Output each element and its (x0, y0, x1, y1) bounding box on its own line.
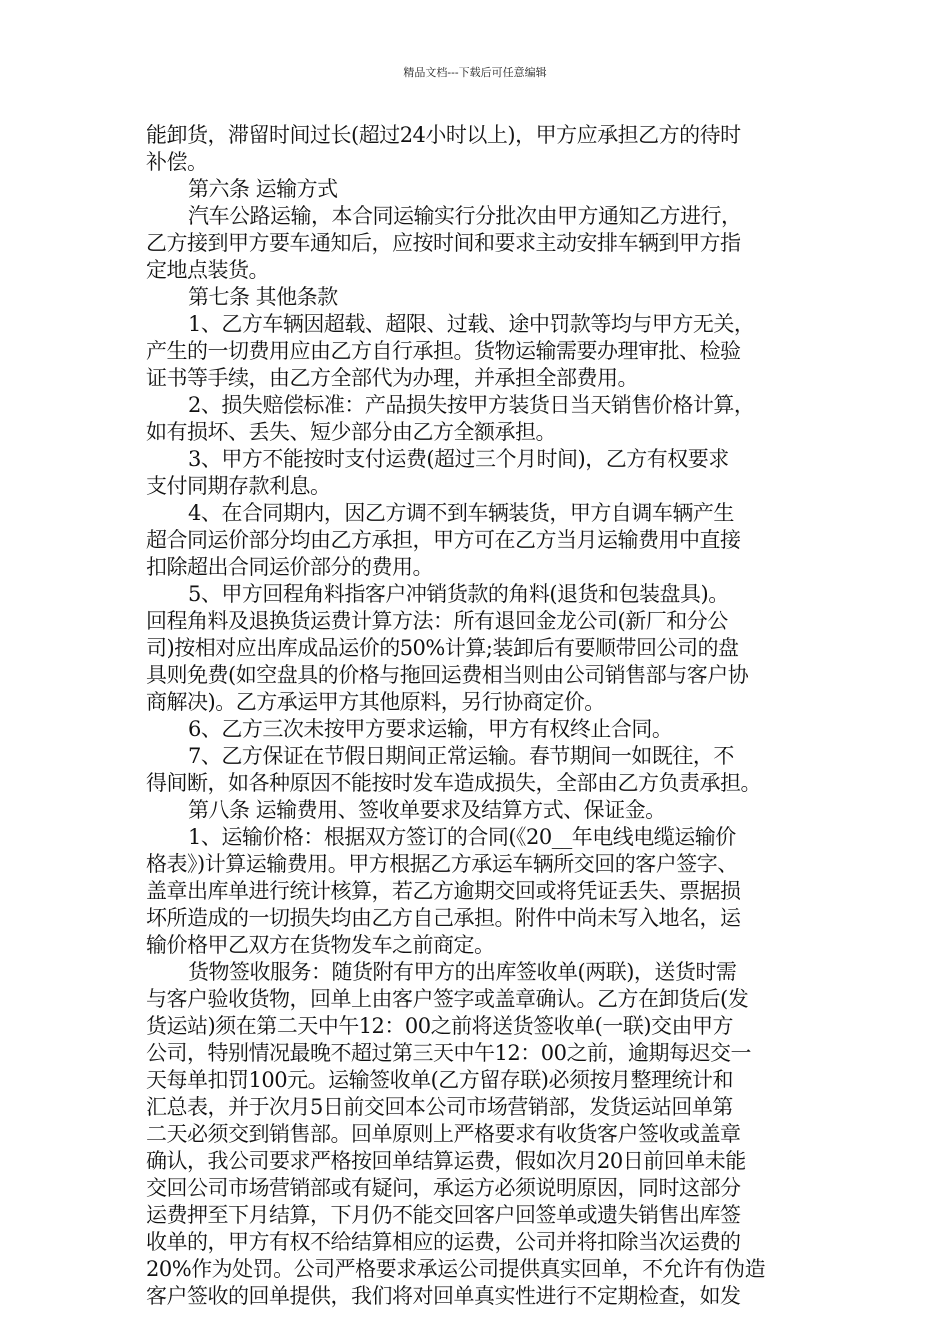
text-line: 1、运输价格：根据双方签订的合同(《20__年电线电缆运输价 (188, 825, 736, 849)
text-line: 盖章出库单进行统计核算，若乙方逾期交回或将凭证丢失、票据损 (146, 879, 741, 903)
text-line: 第八条 运输费用、签收单要求及结算方式、保证金。 (188, 798, 666, 822)
text-line: 证书等手续，由乙方全部代为办理，并承担全部费用。 (146, 366, 638, 390)
text-line: 扣除超出合同运价部分的费用。 (146, 555, 433, 579)
text-line: 交回公司市场营销部或有疑问，承运方必须说明原因，同时这部分 (146, 1176, 741, 1200)
text-line: 汇总表，并于次月5日前交回本公司市场营销部，发货运站回单第 (146, 1095, 733, 1119)
text-line: 第七条 其他条款 (188, 285, 338, 309)
text-line: 2、损失赔偿标准：产品损失按甲方装货日当天销售价格计算， (188, 393, 755, 417)
text-line: 运费押至下月结算，下月仍不能交回客户回签单或遗失销售出库签 (146, 1203, 741, 1227)
text-line: 司)按相对应出库成品运价的50%计算;装卸后有要顺带回公司的盘 (146, 636, 739, 660)
text-line: 5、甲方回程角料指客户冲销货款的角料(退货和包装盘具)。 (188, 582, 729, 606)
text-line: 客户签收的回单提供，我们将对回单真实性进行不定期检查，如发 (146, 1284, 741, 1308)
page-header (0, 66, 950, 80)
text-line: 6、乙方三次未按甲方要求运输，甲方有权终止合同。 (188, 717, 673, 741)
text-line: 产生的一切费用应由乙方自行承担。货物运输需要办理审批、检验 (146, 339, 741, 363)
text-line: 7、乙方保证在节假日期间正常运输。春节期间一如既往，不 (188, 744, 734, 768)
text-line: 输价格甲乙双方在货物发车之前商定。 (146, 933, 495, 957)
text-line: 第六条 运输方式 (188, 177, 338, 201)
text-line: 二天必须交到销售部。回单原则上严格要求有收货客户签收或盖章 (146, 1122, 741, 1146)
text-line: 定地点装货。 (146, 258, 269, 282)
text-line: 补偿。 (146, 150, 208, 174)
header-text: 精品文档---下载后可任意编辑 (403, 66, 547, 79)
document-body (146, 122, 810, 1310)
text-line: 与客户验收货物，回单上由客户签字或盖章确认。乙方在卸货后(发 (146, 987, 749, 1011)
text-line: 乙方接到甲方要车通知后，应按时间和要求主动安排车辆到甲方指 (146, 231, 741, 255)
text-line: 回程角料及退换货运费计算方法：所有退回金龙公司(新厂和分公 (146, 609, 728, 633)
text-line: 商解决)。乙方承运甲方其他原料，另行协商定价。 (146, 690, 605, 714)
text-line: 汽车公路运输，本合同运输实行分批次由甲方通知乙方进行， (188, 204, 742, 228)
text-line: 超合同运价部分均由乙方承担，甲方可在乙方当月运输费用中直接 (146, 528, 741, 552)
text-line: 公司，特别情况最晚不超过第三天中午12：00之前，逾期每迟交一 (146, 1041, 751, 1065)
text-line: 4、在合同期内，因乙方调不到车辆装货，甲方自调车辆产生 (188, 501, 734, 525)
text-line: 确认，我公司要求严格按回单结算运费，假如次月20日前回单未能 (146, 1149, 746, 1173)
text-line: 20%作为处罚。公司严格要求承运公司提供真实回单，不允许有伪造 (146, 1257, 766, 1281)
text-line: 得间断，如各种原因不能按时发车造成损失，全部由乙方负责承担。 (146, 771, 761, 795)
text-line: 坏所造成的一切损失均由乙方自己承担。附件中尚未写入地名，运 (146, 906, 741, 930)
text-line: 支付同期存款利息。 (146, 474, 331, 498)
text-line: 货运站)须在第二天中午12：00之前将送货签收单(一联)交由甲方 (146, 1014, 734, 1038)
text-line: 能卸货，滞留时间过长(超过24小时以上)，甲方应承担乙方的待时 (146, 123, 741, 147)
text-line: 收单的，甲方有权不给结算相应的运费，公司并将扣除当次运费的 (146, 1230, 741, 1254)
text-line: 如有损坏、丢失、短少部分由乙方全额承担。 (146, 420, 556, 444)
text-line: 格表》)计算运输费用。甲方根据乙方承运车辆所交回的客户签字、 (146, 852, 738, 876)
text-line: 3、甲方不能按时支付运费(超过三个月时间)，乙方有权要求 (188, 447, 729, 471)
text-line: 1、乙方车辆因超载、超限、过载、途中罚款等均与甲方无关， (188, 312, 755, 336)
text-line: 货物签收服务：随货附有甲方的出库签收单(两联)，送货时需 (188, 960, 737, 984)
text-line: 具则免费(如空盘具的价格与拖回运费相当则由公司销售部与客户协 (146, 663, 749, 687)
text-line: 天每单扣罚100元。运输签收单(乙方留存联)必须按月整理统计和 (146, 1068, 733, 1092)
